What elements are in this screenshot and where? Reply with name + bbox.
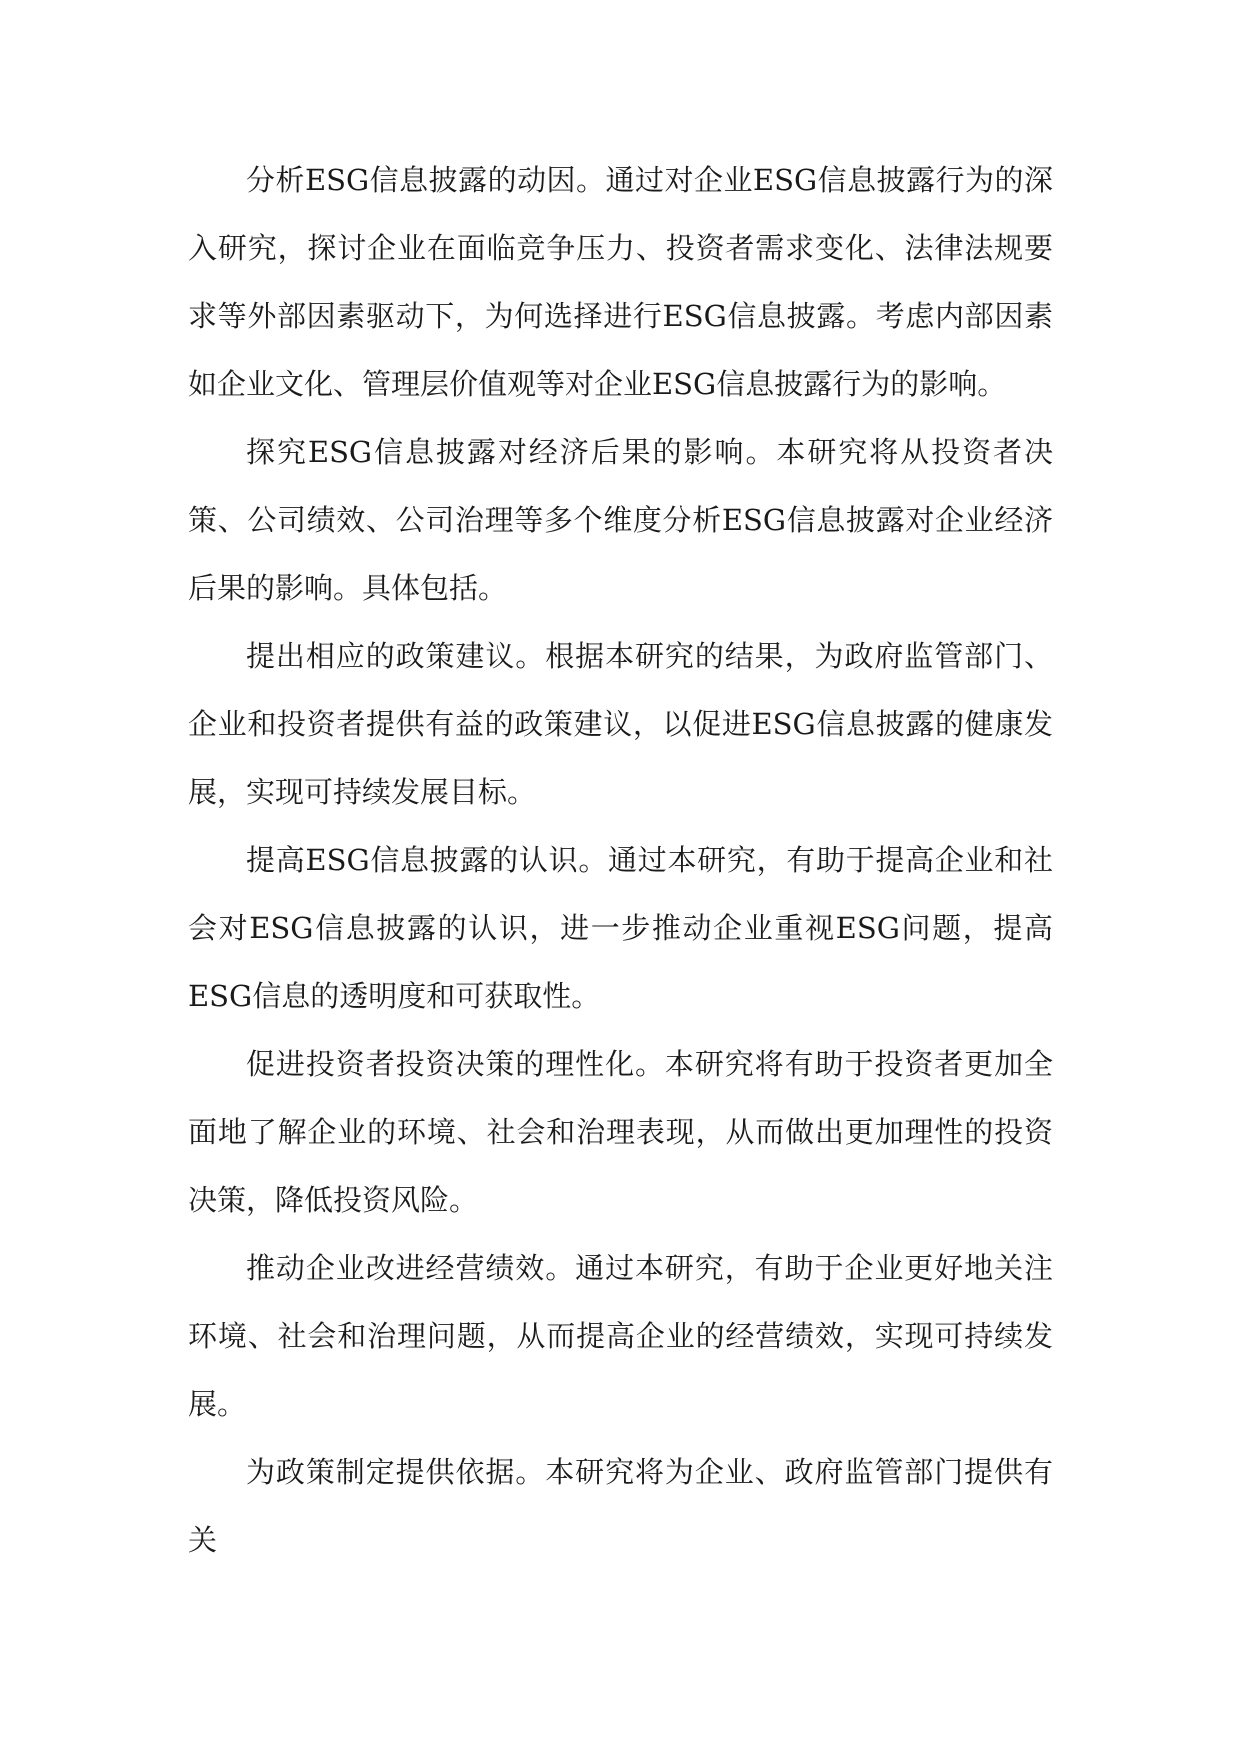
paragraph-raise-awareness: 提高ESG信息披露的认识。通过本研究，有助于提高企业和社会对ESG信息披露的认识，进一步推动企业重视ESG问题，提高ESG信息的透明度和可获取性。	[188, 843, 1053, 1013]
paragraph-policy-suggestions: 提出相应的政策建议。根据本研究的结果，为政府监管部门、企业和投资者提供有益的政策建议，以促进ESG信息披露的健康发展，实现可持续发展目标。	[188, 639, 1053, 809]
paragraph-policy-basis: 为政策制定提供依据。本研究将为企业、政府监管部门提供有关	[188, 1455, 1053, 1557]
paragraph-business-performance: 推动企业改进经营绩效。通过本研究，有助于企业更好地关注环境、社会和治理问题，从而提高企业的经营绩效，实现可持续发展。	[188, 1251, 1053, 1421]
paragraph-esg-disclosure-motives: 分析ESG信息披露的动因。通过对企业ESG信息披露行为的深入研究，探讨企业在面临竞争压力、投资者需求变化、法律法规要求等外部因素驱动下，为何选择进行ESG信息披露。考虑内部因素如企业文化、管理层价值观等对企业ESG信息披露行为的影响。	[188, 163, 1053, 401]
body-text	[188, 146, 1053, 1574]
paragraph-economic-consequences: 探究ESG信息披露对经济后果的影响。本研究将从投资者决策、公司绩效、公司治理等多个维度分析ESG信息披露对企业经济后果的影响。具体包括。	[188, 435, 1053, 605]
paragraph-investor-rationality: 促进投资者投资决策的理性化。本研究将有助于投资者更加全面地了解企业的环境、社会和治理表现，从而做出更加理性的投资决策，降低投资风险。	[188, 1047, 1053, 1217]
